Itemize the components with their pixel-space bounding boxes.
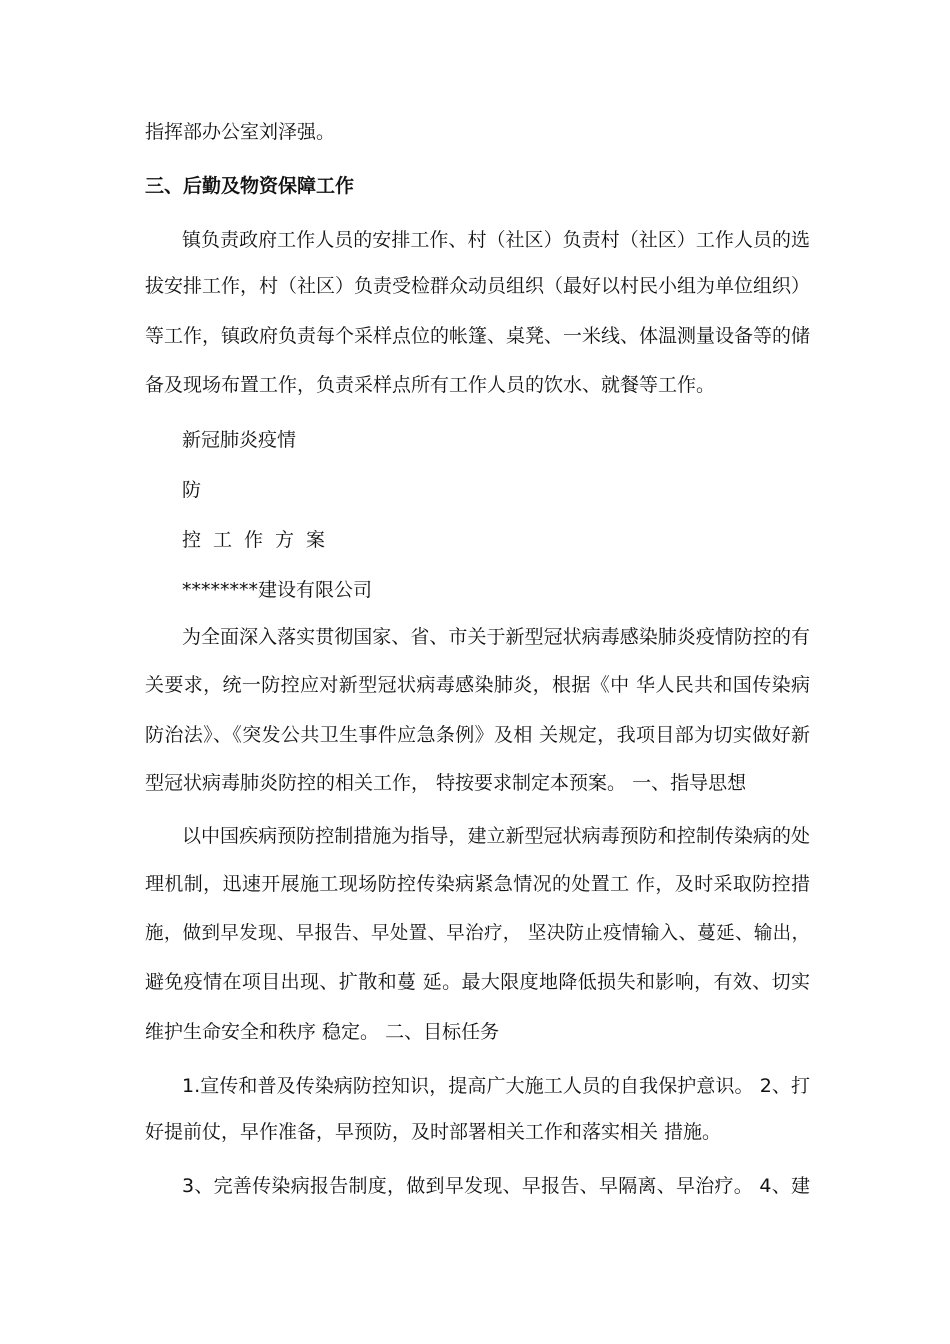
text-line: 为全面深入落实贯彻国家、省、市关于新型冠状病毒感染肺炎疫情防控的有 xyxy=(182,626,810,648)
text-line: 型冠状病毒肺炎防控的相关工作， 特按要求制定本预案。 一、指导思想 xyxy=(145,772,747,794)
text-line: 避免疫情在项目出现、扩散和蔓 延。最大限度地降低损失和影响，有效、切实 xyxy=(145,971,810,993)
title-line: 新冠肺炎疫情 xyxy=(182,429,297,451)
text-line: 拔安排工作，村（社区）负责受检群众动员组织（最好以村民小组为单位组织） xyxy=(145,275,811,297)
text-line: 防治法》、《突发公共卫生事件应急条例》及相 关规定，我项目部为切实做好新 xyxy=(145,724,810,746)
text-line: 关要求，统一防控应对新型冠状病毒感染肺炎，根据《中 华人民共和国传染病 xyxy=(145,674,810,696)
company-name: ********建设有限公司 xyxy=(182,579,373,601)
text-line: 1.宣传和普及传染病防控知识，提高广大施工人员的自我保护意识。 2、打 xyxy=(182,1075,810,1097)
text-line: 好提前仗，早作准备，早预防，及时部署相关工作和落实相关 措施。 xyxy=(145,1121,722,1143)
text-line: 理机制，迅速开展施工现场防控传染病紧急情况的处置工 作，及时采取防控措 xyxy=(145,873,810,895)
title-line: 防 xyxy=(182,479,202,501)
section-heading: 三、后勤及物资保障工作 xyxy=(145,175,355,197)
text-line: 等工作，镇政府负责每个采样点位的帐篷、桌凳、一米线、体温测量设备等的储 xyxy=(145,325,811,347)
title-line: 控工作方案 xyxy=(182,529,338,551)
text-line: 指挥部办公室刘泽强。 xyxy=(145,121,336,143)
text-line: 维护生命安全和秩序 稳定。 二、目标任务 xyxy=(145,1021,500,1043)
text-line: 镇负责政府工作人员的安排工作、村（社区）负责村（社区）工作人员的选 xyxy=(182,229,810,251)
text-line: 3、完善传染病报告制度，做到早发现、早报告、早隔离、早治疗。 4、建 xyxy=(182,1175,810,1197)
text-line: 以中国疾病预防控制措施为指导，建立新型冠状病毒预防和控制传染病的处 xyxy=(182,825,810,847)
text-line: 备及现场布置工作，负责采样点所有工作人员的饮水、就餐等工作。 xyxy=(145,374,716,396)
text-line: 施，做到早发现、早报告、早处置、早治疗， 坚决防止疫情输入、蔓延、输出， xyxy=(145,923,810,944)
